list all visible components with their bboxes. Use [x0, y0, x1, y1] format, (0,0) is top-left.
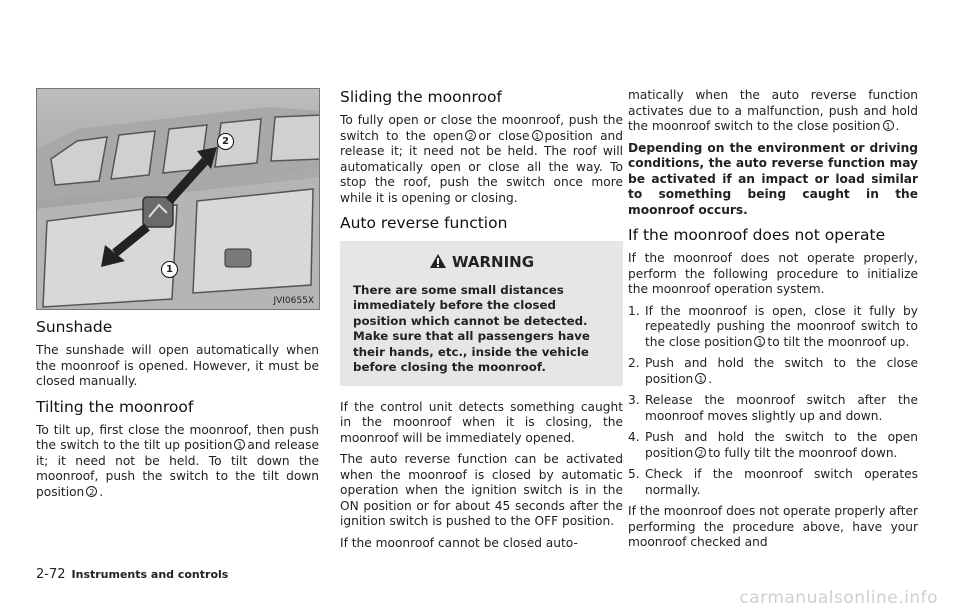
sliding-text: To fully open or close the moonroof, push the switch to the open 2 or close 1 position and release it; it need not be held. The roof will automatically open or close all the way. To stop the roof, push the switch once more while it is opening or closing.	[340, 113, 624, 205]
sunshade-heading: Sunshade	[36, 318, 113, 336]
warning-box	[340, 241, 623, 386]
tilting-text: To tilt up, first close the moonroof, then push the switch to the tilt up position 1 and release it; it need not be held. To tilt down the moonroof, push the switch to the tilt down position 2 .	[36, 422, 319, 499]
column-1	[36, 318, 319, 506]
does-not-operate-heading: If the moonroof does not operate	[628, 226, 886, 244]
warning-label: WARNING	[451, 253, 535, 271]
warning-header	[353, 253, 610, 271]
step-1: 1. If the moonroof is open, close it fully by repeatedly pushing the moonroof switch to the close position 1 to tilt the moonroof up.	[628, 303, 918, 349]
callout-1-icon: 1	[234, 439, 245, 450]
warning-text: There are some small distances immediately before the closed position which cannot be detected. Make sure that all passengers have their hands, etc., inside the vehicle before closing the moonroof.	[353, 282, 590, 374]
callout-1-icon: 1	[883, 120, 894, 131]
moonroof-switch-figure	[36, 88, 320, 310]
callout-1: 1	[161, 261, 178, 278]
column-3	[628, 88, 918, 557]
environment-note: Depending on the environment or driving conditions, the auto reverse function may be activated if an impact or load similar to something being caught in the moonroof occurs.	[628, 140, 918, 217]
step-3: 3. Release the moonroof switch after the moonroof moves slightly up and down.	[628, 393, 918, 423]
section-name: Instruments and controls	[71, 568, 229, 581]
figure-code: JVI0655X	[273, 296, 314, 306]
page-number: 2-72	[36, 567, 66, 582]
step-4: 4. Push and hold the switch to the open position 2 to fully tilt the moonroof down.	[628, 430, 918, 460]
auto-reverse-heading: Auto reverse function	[340, 214, 508, 232]
step-5: 5. Check if the moonroof switch operates normally.	[628, 467, 918, 497]
watermark: carmanualsonline.info	[739, 588, 938, 608]
callout-2-icon: 2	[465, 130, 476, 141]
callout-2: 2	[217, 133, 234, 150]
moonroof-switch-illustration	[37, 89, 320, 310]
callout-1-icon: 1	[695, 373, 706, 384]
page-footer	[36, 567, 228, 582]
sunshade-text: The sunshade will open automatically when the moonroof is opened. However, it must be closed manually.	[36, 343, 319, 388]
callout-2-icon: 2	[695, 447, 706, 458]
continued-text: matically when the auto reverse function activates due to a malfunction, push and hold the moonroof switch to the close position 1 .	[628, 88, 918, 133]
callout-1-icon: 1	[532, 130, 543, 141]
sliding-heading: Sliding the moonroof	[340, 88, 502, 106]
procedure-steps	[628, 304, 918, 499]
does-not-operate-text: If the moonroof does not operate properly, perform the following procedure to initialize the moonroof operation system.	[628, 251, 918, 296]
cannot-close-text: If the moonroof cannot be closed auto-	[340, 535, 578, 550]
column-2	[340, 88, 623, 557]
warning-triangle-icon	[429, 253, 447, 269]
final-text: If the moonroof does not operate properly after performing the procedure above, have your moonroof checked and	[628, 504, 918, 549]
tilting-heading: Tilting the moonroof	[36, 397, 194, 416]
detect-text: If the control unit detects something caught in the moonroof when it is closing, the moonroof will be immediately opened.	[340, 399, 623, 445]
activate-text: The auto reverse function can be activated when the moonroof is closed by automatic operation when the ignition switch is in the ON position or for about 45 seconds after the ignition switch is pushed to the OFF position.	[340, 452, 623, 528]
callout-1-icon: 1	[754, 336, 765, 347]
step-2: 2. Push and hold the switch to the close position 1 .	[628, 356, 918, 386]
callout-2-icon: 2	[86, 486, 97, 497]
